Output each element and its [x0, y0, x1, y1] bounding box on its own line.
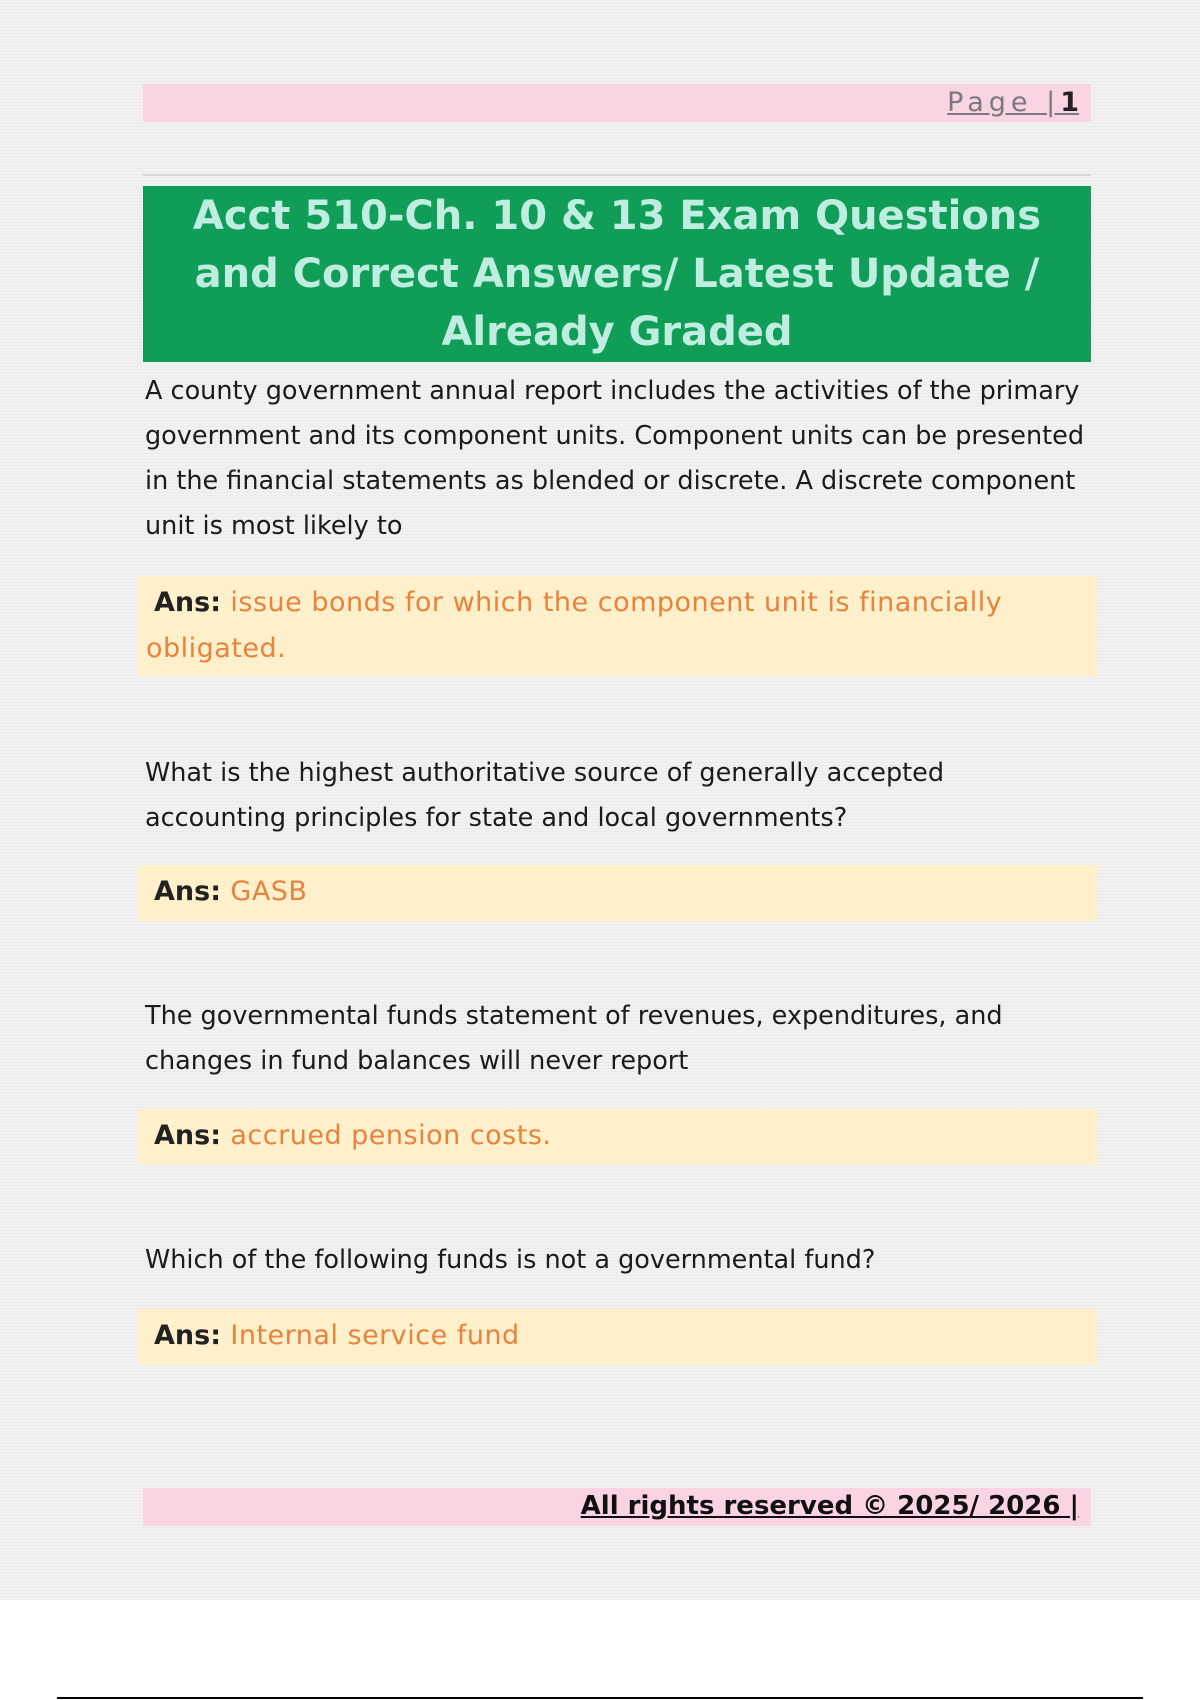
answer-label: Ans:	[154, 876, 231, 907]
question-3: The governmental funds statement of revenues, expenditures, and changes in fund balances will never report	[145, 1001, 1003, 1076]
answer-text-3: accrued pension costs.	[230, 1120, 552, 1151]
answer-label: Ans:	[154, 1120, 231, 1151]
answer-box-2	[138, 865, 1098, 921]
page-bottom-rule	[57, 1697, 1143, 1699]
answer-box-4	[138, 1309, 1098, 1365]
question-2: What is the highest authoritative source of generally accepted accounting principles for state and local governments?	[145, 758, 945, 833]
answer-label: Ans:	[154, 587, 231, 618]
answer-box-3	[138, 1109, 1098, 1165]
document-title: Acct 510-Ch. 10 & 13 Exam Questions and Correct Answers/ Latest Update / Already Graded	[192, 193, 1042, 355]
answer-label: Ans:	[154, 1320, 231, 1351]
title-banner	[143, 186, 1091, 362]
page-separator: |	[1046, 87, 1061, 118]
page-number-value: 1	[1060, 87, 1079, 118]
header-divider	[143, 174, 1091, 176]
answer-text-4: Internal service fund	[230, 1320, 520, 1351]
question-1: A county government annual report includes the activities of the primary government and its component units. Component units can be presented in the financial statements as blended or discrete. A discrete component unit is most likely to	[145, 376, 1085, 541]
page-header-band	[143, 84, 1091, 122]
page-footer-band	[143, 1488, 1091, 1526]
question-4: Which of the following funds is not a governmental fund?	[145, 1245, 876, 1275]
answer-box-1	[138, 576, 1098, 676]
page-number	[947, 84, 1079, 122]
page-label: Page	[947, 87, 1047, 118]
answer-text-1: issue bonds for which the component unit is financially obligated.	[146, 587, 1003, 664]
answer-text-2: GASB	[230, 876, 308, 907]
copyright-notice: All rights reserved © 2025/ 2026 |	[580, 1491, 1079, 1521]
